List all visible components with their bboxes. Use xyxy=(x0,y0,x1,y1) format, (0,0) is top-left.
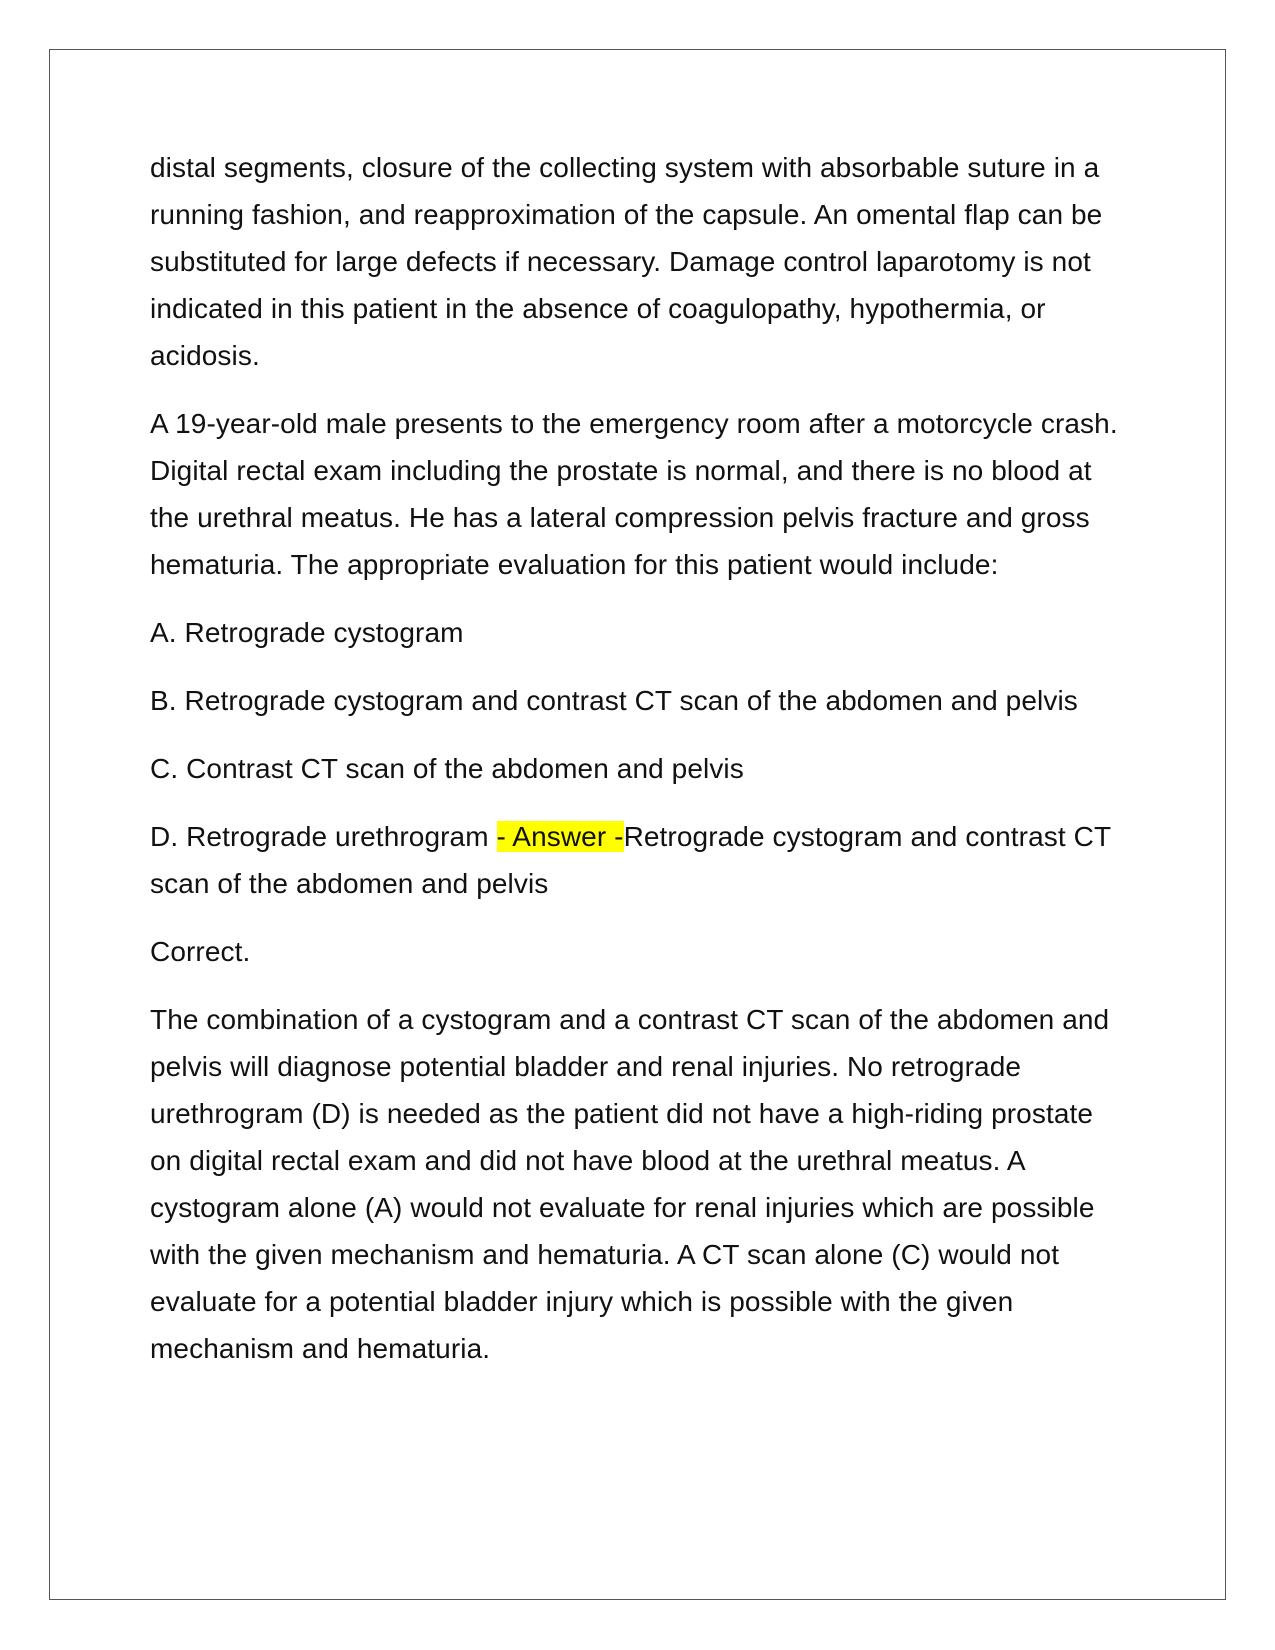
option-b: B. Retrograde cystogram and contrast CT scan of the abdomen and pelvis xyxy=(150,685,1078,716)
explanation-paragraph: The combination of a cystogram and a contrast CT scan of the abdomen and pelvis will diagnose potential bladder and renal injuries. No retrograde urethrogram (D) is needed as the patient did not have a high-riding prostate on digital rectal exam and did not have blood at the urethral meatus. A cystogram alone (A) would not evaluate for renal injuries which are possible with the given mechanism and hematuria. A CT scan alone (C) would not evaluate for a potential bladder injury which is possible with the given mechanism and hematuria. xyxy=(150,1004,1110,1364)
option-d-label: D. Retrograde urethrogram xyxy=(150,821,497,852)
question-stem: A 19-year-old male presents to the emergency room after a motorcycle crash. Digital rectal exam including the prostate is normal, and there is no blood at the urethral meatus. He has a lateral compression pelvis fracture and gross hematuria. The appropriate evaluation for this patient would include: xyxy=(150,408,1118,580)
document-body xyxy=(150,144,1130,1393)
option-a: A. Retrograde cystogram xyxy=(150,617,464,648)
option-c: C. Contrast CT scan of the abdomen and pelvis xyxy=(150,753,744,784)
answer-text: Retrograde cystogram and contrast CT scan of the abdomen and pelvis xyxy=(150,821,1111,899)
verdict-text: Correct. xyxy=(150,936,251,967)
paragraph-renal-repair: distal segments, closure of the collecting system with absorbable suture in a running fashion, and reapproximation of the capsule. An omental flap can be substituted for large defects if necessary. Damage control laparotomy is not indicated in this patient in the absence of coagulopathy, hypothermia, or acidosis. xyxy=(150,152,1103,371)
answer-highlight: - Answer - xyxy=(496,821,624,852)
option-d-with-answer xyxy=(150,813,1130,907)
